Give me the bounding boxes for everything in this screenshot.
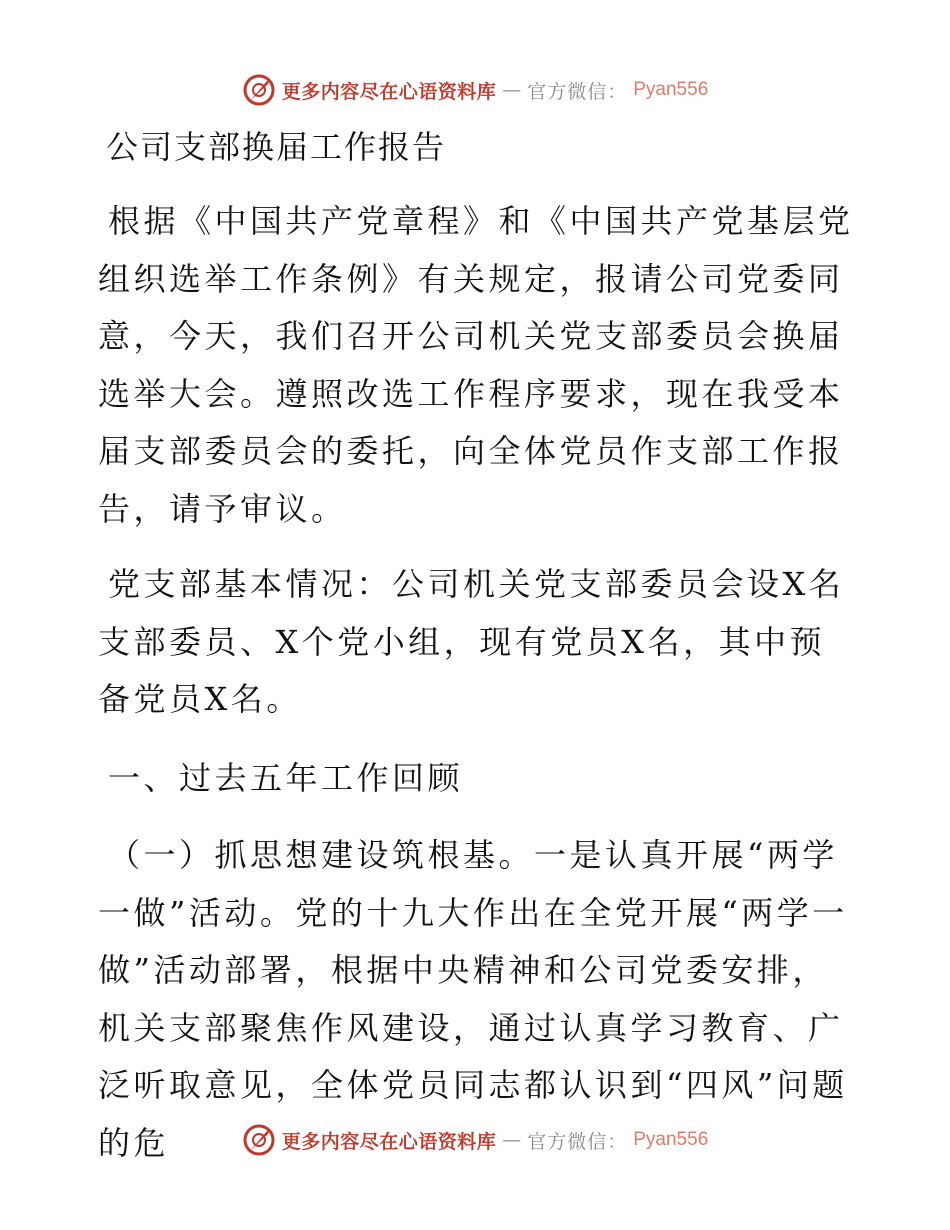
watermark-text: 更多内容尽在心语资料库 — [281, 1130, 497, 1153]
header-watermark — [0, 70, 950, 110]
watermark-wechat-id: Pyan556 — [633, 1129, 709, 1150]
paragraph-basic-situation: 党支部基本情况：公司机关党支部委员会设X名支部委员、X个党小组，现有党员X名，其中预备党员X名。 — [98, 565, 845, 718]
watermark-official-label: 官方微信： — [527, 1130, 628, 1153]
document-title: 公司支部换届工作报告 — [106, 128, 447, 166]
quill-logo-icon — [242, 73, 276, 107]
quill-logo-icon — [242, 1123, 276, 1157]
watermark-text: 更多内容尽在心语资料库 — [281, 80, 497, 103]
paragraph-ideological-building: （一）抓思想建设筑根基。一是认真开展“两学一做”活动。党的十九大作出在全党开展“两学一做”活动部署，根据中央精神和公司党委安排，机关支部聚焦作风建设，通过认真学习教育、广泛听取意见，全体党员同志都认识到“四风”问题的危 — [98, 836, 848, 1162]
section-heading: 一、过去五年工作回顾 — [108, 759, 464, 797]
watermark-wechat-id: Pyan556 — [633, 79, 709, 100]
paragraph-intro: 根据《中国共产党章程》和《中国共产党基层党组织选举工作条例》有关规定，报请公司党委同意，今天，我们召开公司机关党支部委员会换届选举大会。遵照改选工作程序要求，现在我受本届支部委员会的委托，向全体党员作支部工作报告，请予审议。 — [98, 202, 854, 528]
watermark-dash: — — [502, 1129, 522, 1151]
watermark-dash: — — [502, 79, 522, 101]
watermark-official-label: 官方微信： — [527, 80, 628, 103]
footer-watermark — [0, 1120, 950, 1160]
